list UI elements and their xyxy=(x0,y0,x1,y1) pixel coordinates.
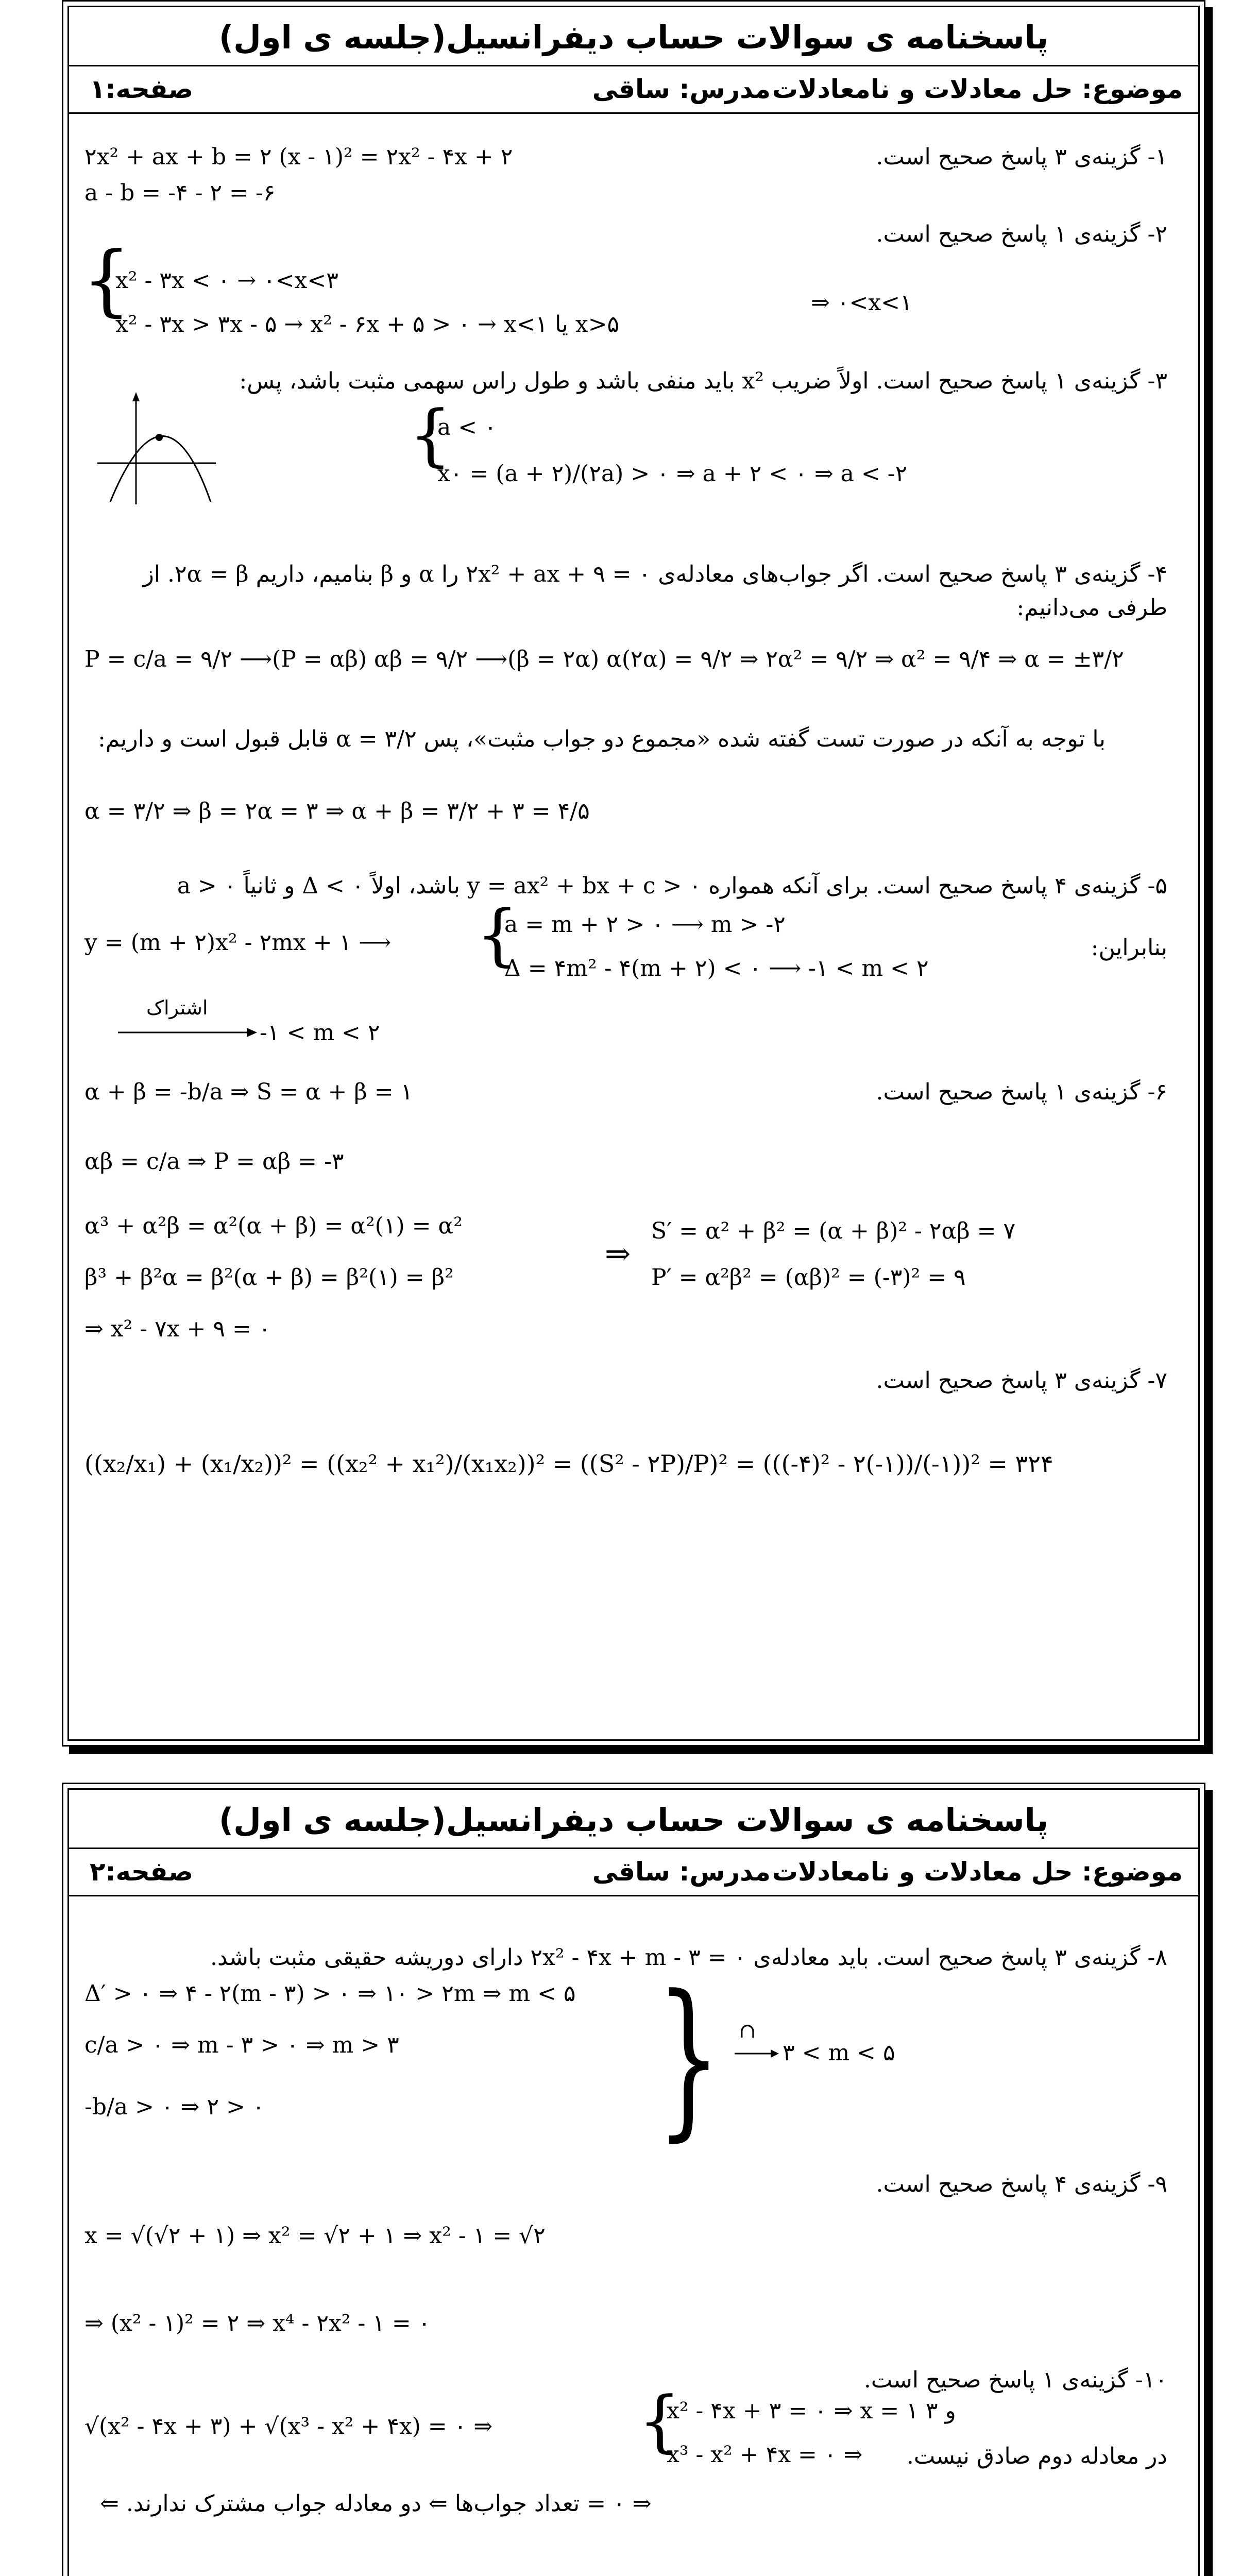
subject-label: موضوع: حل معادلات و نامعادلات xyxy=(772,74,1183,104)
q10-math-2: x² - ۴x + ۳ = ۰ ⇒ x = ۱ و ۳ xyxy=(667,2398,956,2424)
q8-arrow xyxy=(734,2047,780,2060)
q4-math-1: P = c/a = ۹/۲ ⟶(P = αβ) αβ = ۹/۲ ⟶(β = ۲α) α(۲α) = ۹/۲ ⇒ ۲α² = ۹/۲ ⇒ α² = ۹/۴ ⇒ α = ±۳/۲ xyxy=(84,646,1124,672)
parabola-sketch xyxy=(92,391,221,507)
header-info-row xyxy=(69,68,1198,114)
q6-math-4: β³ + β²α = β²(α + β) = β²(۱) = β² xyxy=(84,1264,454,1291)
q5-math-1: y = (m + ۲)x² - ۲mx + ۱ ⟶ xyxy=(84,929,392,956)
intersection-arrow xyxy=(115,1025,260,1040)
q8-math-3: -b/a > ۰ ⇒ ۲ > ۰ xyxy=(84,2094,265,2120)
q5-math-2: a = m + ۲ > ۰ ⟶ m > -۲ xyxy=(504,911,786,938)
header-divider xyxy=(69,1848,1198,1849)
q1-math-2: a - b = -۴ - ۲ = -۶ xyxy=(84,180,276,206)
q4-text-3: با توجه به آنکه در صورت تست گفته شده «مجموع دو جواب مثبت»، پس α = ۳/۲ قابل قبول است و داریم: xyxy=(98,726,1106,752)
q6-math-3: α³ + α²β = α²(α + β) = α²(۱) = α² xyxy=(84,1213,463,1239)
q5-math-3: Δ = ۴m² - ۴(m + ۲) < ۰ ⟶ -۱ < m < ۲ xyxy=(504,955,929,981)
q10-math-3: x³ - x² + ۴x = ۰ ⇒ xyxy=(667,2442,863,2468)
q4-text: ۴- گزینه‌ی ۳ پاسخ صحیح است. اگر جواب‌های معادله‌ی ۲x² + ax + ۹ = ۰ را α و β بنامیم، داریم ۲α = β. از xyxy=(143,561,1167,587)
subject-label: موضوع: حل معادلات و نامعادلات xyxy=(772,1857,1183,1887)
intersection-symbol: ∩ xyxy=(739,2019,756,2043)
q1-math-1: ۲x² + ax + b = ۲ (x - ۱)² = ۲x² - ۴x + ۲ xyxy=(84,144,513,170)
page-number: صفحه:۱ xyxy=(90,74,194,104)
q2-text: ۲- گزینه‌ی ۱ پاسخ صحیح است. xyxy=(876,221,1167,247)
q4-math-2: α = ۳/۲ ⇒ β = ۲α = ۳ ⇒ α + β = ۳/۲ + ۳ = ۴/۵ xyxy=(84,798,590,824)
q2-brace: { xyxy=(82,235,131,325)
q7-text: ۷- گزینه‌ی ۳ پاسخ صحیح است. xyxy=(876,1367,1167,1394)
q7-math-1: ((x₂/x₁) + (x₁/x₂))² = ((x₂² + x₁²)/(x₁x₂))² = ((S² - ۲P)/P)² = (((-۴)² - ۲(-۱))/(-۱))² = ۳۲۴ xyxy=(84,1450,1053,1478)
q2-math-2: x² - ۳x > ۳x - ۵ → x² - ۶x + ۵ > ۰ → x<۱ یا x>۵ xyxy=(115,311,620,337)
q6-math-2: αβ = c/a ⇒ P = αβ = -۳ xyxy=(84,1148,344,1175)
q9-text: ۹- گزینه‌ی ۴ پاسخ صحیح است. xyxy=(876,2171,1167,2197)
q3-text: ۳- گزینه‌ی ۱ پاسخ صحیح است. اولاً ضریب x² باید منفی باشد و طول راس سهمی مثبت باشد، پس: xyxy=(239,368,1167,394)
header-divider-bottom xyxy=(69,112,1198,114)
page-title: پاسخنامه ی سوالات حساب دیفرانسیل(جلسه ی اول) xyxy=(218,1801,1049,1839)
page-number: صفحه:۲ xyxy=(90,1857,194,1887)
q6-text: ۶- گزینه‌ی ۱ پاسخ صحیح است. xyxy=(876,1079,1167,1105)
q8-math-4: ۳ < m < ۵ xyxy=(783,2040,895,2066)
q8-text: ۸- گزینه‌ی ۳ پاسخ صحیح است. باید معادله‌ی ۲x² - ۴x + m - ۳ = ۰ دارای دوریشه حقیقی مثبت باشد. xyxy=(210,1944,1167,1971)
q6-math-7: ⇒ x² - ۷x + ۹ = ۰ xyxy=(84,1316,271,1342)
q4-text-2: طرفی می‌دانیم: xyxy=(1016,595,1167,621)
q5-text: ۵- گزینه‌ی ۴ پاسخ صحیح است. برای آنکه همواره y = ax² + bx + c > ۰ باشد، اولاً Δ < ۰ و ثانیاً a > ۰ xyxy=(177,873,1167,899)
q1-text: ۱- گزینه‌ی ۳ پاسخ صحیح است. xyxy=(876,144,1167,170)
q6-implies: ⇒ xyxy=(605,1236,631,1272)
q8-brace: } xyxy=(656,1959,721,2157)
q9-math-2: ⇒ (x² - ۱)² = ۲ ⇒ x⁴ - ۲x² - ۱ = ۰ xyxy=(84,2310,431,2336)
q8-math-2: c/a > ۰ ⇒ m - ۳ > ۰ ⇒ m > ۳ xyxy=(84,2032,399,2058)
q10-brace: { xyxy=(638,2382,681,2460)
q9-math-1: x = √(√۲ + ۱) ⇒ x² = √۲ + ۱ ⇒ x² - ۱ = √۲ xyxy=(84,2223,546,2249)
q6-math-6: P′ = α²β² = (αβ)² = (-۳)² = ۹ xyxy=(651,1264,966,1291)
page-inner-frame xyxy=(67,6,1200,1741)
teacher-label: مدرس: ساقی xyxy=(592,1857,771,1887)
answer-sheet-page-1 xyxy=(62,0,1205,1747)
teacher-label: مدرس: ساقی xyxy=(592,74,771,104)
q5-label: بنابراین: xyxy=(1091,935,1167,961)
q2-math-3: ⇒ ۰<x<۱ xyxy=(811,290,912,316)
header-info-row xyxy=(69,1851,1198,1897)
q10-math-4: ⇒ ۰ = تعداد جواب‌ها ⇐ دو معادله جواب مشترک ندارند. ⇐ xyxy=(100,2490,652,2517)
q2-math-1: x² - ۳x < ۰ → ۰<x<۳ xyxy=(115,267,338,294)
q10-math-3b: در معادله دوم صادق نیست. xyxy=(906,2443,1167,2469)
q8-math-1: Δ′ > ۰ ⇒ ۴ - ۲(m - ۳) > ۰ ⇒ ۱۰ > ۲m ⇒ m < ۵ xyxy=(84,1980,576,2007)
q10-text: ۱۰- گزینه‌ی ۱ پاسخ صحیح است. xyxy=(863,2367,1167,2393)
q6-math-1: α + β = -b/a ⇒ S = α + β = ۱ xyxy=(84,1079,413,1105)
q5-brace: { xyxy=(476,895,519,974)
page-inner-frame xyxy=(67,1788,1200,2576)
answer-sheet-page-2 xyxy=(62,1783,1205,2576)
q3-math-1: a < ۰ xyxy=(437,414,497,440)
header-divider xyxy=(69,65,1198,66)
q5-math-4: -۱ < m < ۲ xyxy=(260,1020,380,1046)
q3-brace: { xyxy=(409,396,452,474)
q10-math-1: √(x² - ۴x + ۳) + √(x³ - x² + ۴x) = ۰ ⇒ xyxy=(84,2413,493,2439)
header-divider-bottom xyxy=(69,1895,1198,1896)
q3-math-2: x۰ = (a + ۲)/(۲a) > ۰ ⇒ a + ۲ < ۰ ⇒ a < -۲ xyxy=(437,461,908,487)
q5-intersection-label: اشتراک xyxy=(146,996,208,1019)
page-title: پاسخنامه ی سوالات حساب دیفرانسیل(جلسه ی اول) xyxy=(218,19,1049,56)
q6-math-5: S′ = α² + β² = (α + β)² - ۲αβ = ۷ xyxy=(651,1218,1016,1244)
